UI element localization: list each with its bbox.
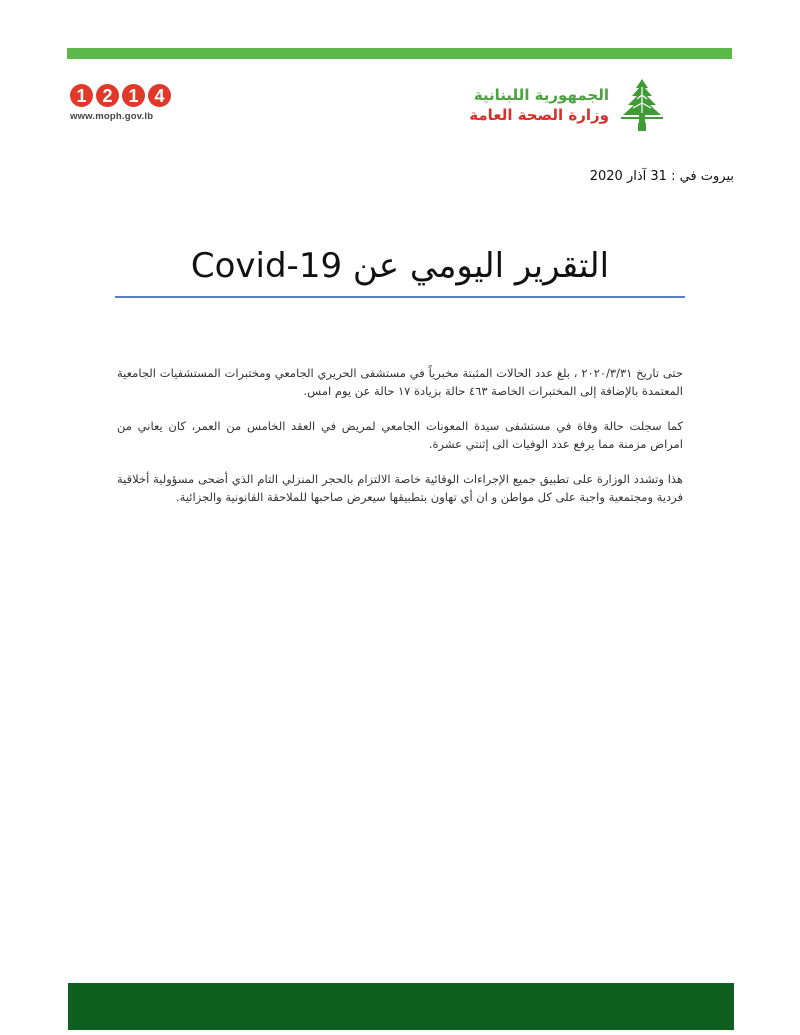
- body-paragraph: حتى تاريخ ٢٠٢٠/٣/٣١ ، بلغ عدد الحالات المثبتة مخبرياً في مستشفى الحريري الجامعي ومختبرات المستشفيات الجامعية المعتمدة بالإضافة إلى المختبرات الخاصة ٤٦٣ حالة بزيادة ١٧ حالة عن يوم امس.: [117, 366, 684, 398]
- ministry-logo-text: [469, 85, 609, 125]
- republic-name: الجمهورية اللبنانية: [473, 86, 609, 104]
- document-body: [117, 364, 683, 523]
- document-date: بيروت في : 31 آذار 2020: [589, 169, 734, 184]
- hotline-logo: [70, 84, 178, 122]
- hotline-digit: 1: [122, 84, 145, 107]
- hotline-digit: 2: [96, 84, 119, 107]
- website-link[interactable]: www.moph.gov.lb: [70, 111, 154, 122]
- ministry-logo: [469, 76, 667, 134]
- cedar-tree-icon: [617, 77, 667, 133]
- title-underline: [115, 296, 685, 298]
- hotline-number: [70, 84, 178, 107]
- ministry-name: وزارة الصحة العامة: [469, 106, 609, 124]
- body-paragraph: كما سجلت حالة وفاة في مستشفى سيدة المعونات الجامعي لمريض في العقد الخامس من العمر، كان يعاني من امراض مزمنة مما يرفع عدد الوفيات الى إثنتي عشرة.: [117, 419, 683, 451]
- document-title: التقرير اليومي عن Covid-19: [190, 246, 610, 286]
- body-paragraph: هذا وتشدد الوزارة على تطبيق جميع الإجراءات الوقائية خاصة الالتزام بالحجر المنزلي التام الذي أضحى مسؤولية أخلاقية فردية ومجتمعية واجبة على كل مواطن و ان أي تهاون بتطبيقها سيعرض صاحبها للملاحقة القانونية والجزائية.: [117, 472, 683, 504]
- hotline-digit: 1: [70, 84, 93, 107]
- hotline-digit: 4: [148, 84, 171, 107]
- header-top-bar: [67, 48, 732, 59]
- footer-bar: [68, 983, 734, 1030]
- title-block: [115, 245, 685, 287]
